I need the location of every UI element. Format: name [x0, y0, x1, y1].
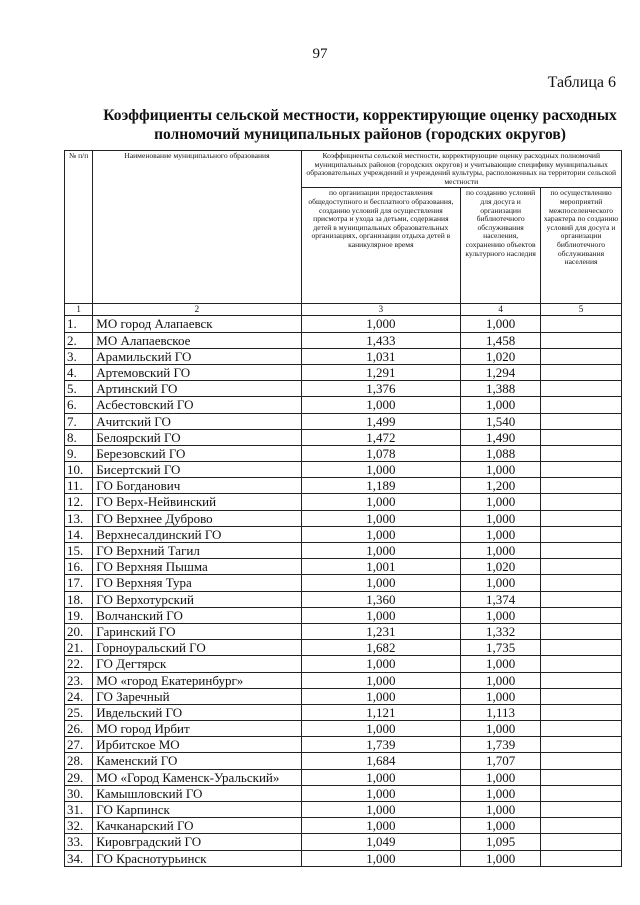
coefficient-education: 1,433 — [301, 332, 461, 348]
header-col3: по организации предоставления общедоступного и бесплатного образования, созданию условий для осуществления присмотра и ухода за детьми, содержания детей в муниципальных образовательных организациях, организации отдыха детей в каникулярное время — [301, 188, 461, 304]
header-col4: по созданию условий для досуга и организации библиотечного обслуживания населения, сохранению объектов культурного наследия — [461, 188, 541, 304]
coefficient-culture: 1,000 — [461, 510, 541, 526]
municipality-name: ГО Заречный — [93, 688, 301, 704]
coefficient-education: 1,291 — [301, 364, 461, 380]
municipality-name: ГО Карпинск — [93, 802, 301, 818]
coefficient-intermunicipal — [541, 575, 622, 591]
row-number: 2. — [65, 332, 93, 348]
coefficient-culture: 1,020 — [461, 559, 541, 575]
table-row — [65, 478, 622, 494]
table-row — [65, 543, 622, 559]
municipality-name: ГО Краснотурьинск — [93, 850, 301, 866]
row-number: 10. — [65, 462, 93, 478]
coefficient-culture: 1,540 — [461, 413, 541, 429]
table-row — [65, 413, 622, 429]
row-number: 25. — [65, 704, 93, 720]
header-group: Коэффициенты сельской местности, корректирующие оценку расходных полномочий муниципальных районов (городских округов) и учитывающие специфику муниципальных образовательных учреждений и учреждений культуры, расположенных на территории сельской местности — [301, 151, 621, 188]
municipality-name: ГО Верхняя Пышма — [93, 559, 301, 575]
table-row — [65, 381, 622, 397]
table-row — [65, 769, 622, 785]
coefficient-intermunicipal — [541, 769, 622, 785]
table-row — [65, 785, 622, 801]
coefficient-education: 1,000 — [301, 543, 461, 559]
coefficient-education: 1,078 — [301, 445, 461, 461]
header-col5: по осуществлению мероприятий межпоселенческого характера по созданию условий для досуга и организации библиотечного обслуживания населения — [541, 188, 622, 304]
municipality-name: Горноуральский ГО — [93, 640, 301, 656]
coefficient-intermunicipal — [541, 721, 622, 737]
coefficient-culture: 1,707 — [461, 753, 541, 769]
coefficient-culture: 1,000 — [461, 575, 541, 591]
column-number: 4 — [461, 304, 541, 316]
column-number: 2 — [93, 304, 301, 316]
municipality-name: Бисертский ГО — [93, 462, 301, 478]
row-number: 6. — [65, 397, 93, 413]
table-row — [65, 737, 622, 753]
coefficient-education: 1,031 — [301, 348, 461, 364]
coefficient-intermunicipal — [541, 623, 622, 639]
municipality-name: Верхнесалдинский ГО — [93, 526, 301, 542]
row-number: 29. — [65, 769, 93, 785]
table-row — [65, 607, 622, 623]
coefficient-culture: 1,490 — [461, 429, 541, 445]
coefficient-culture: 1,200 — [461, 478, 541, 494]
coefficient-education: 1,000 — [301, 688, 461, 704]
row-number: 1. — [65, 316, 93, 332]
coefficient-intermunicipal — [541, 656, 622, 672]
row-number: 19. — [65, 607, 93, 623]
municipality-name: ГО Богданович — [93, 478, 301, 494]
row-number: 27. — [65, 737, 93, 753]
column-number-row — [65, 304, 622, 316]
coefficients-table — [64, 150, 622, 867]
row-number: 17. — [65, 575, 93, 591]
coefficient-intermunicipal — [541, 429, 622, 445]
municipality-name: Арамильский ГО — [93, 348, 301, 364]
coefficient-education: 1,000 — [301, 462, 461, 478]
table-row — [65, 462, 622, 478]
coefficient-culture: 1,113 — [461, 704, 541, 720]
row-number: 21. — [65, 640, 93, 656]
table-row — [65, 559, 622, 575]
municipality-name: Ивдельский ГО — [93, 704, 301, 720]
coefficient-culture: 1,000 — [461, 672, 541, 688]
coefficient-culture: 1,332 — [461, 623, 541, 639]
municipality-name: МО «город Екатеринбург» — [93, 672, 301, 688]
municipality-name: Волчанский ГО — [93, 607, 301, 623]
municipality-name: Кировградский ГО — [93, 834, 301, 850]
municipality-name: ГО Верхнее Дуброво — [93, 510, 301, 526]
coefficient-intermunicipal — [541, 397, 622, 413]
coefficient-education: 1,472 — [301, 429, 461, 445]
coefficient-education: 1,000 — [301, 672, 461, 688]
coefficient-education: 1,000 — [301, 802, 461, 818]
coefficient-culture: 1,000 — [461, 397, 541, 413]
coefficient-culture: 1,000 — [461, 688, 541, 704]
coefficient-culture: 1,458 — [461, 332, 541, 348]
coefficient-culture: 1,000 — [461, 818, 541, 834]
coefficient-intermunicipal — [541, 364, 622, 380]
header-name: Наименование муниципального образования — [93, 151, 301, 304]
table-row — [65, 656, 622, 672]
row-number: 15. — [65, 543, 93, 559]
table-row — [65, 575, 622, 591]
coefficient-education: 1,000 — [301, 526, 461, 542]
municipality-name: Ачитский ГО — [93, 413, 301, 429]
coefficient-education: 1,049 — [301, 834, 461, 850]
coefficient-culture: 1,000 — [461, 316, 541, 332]
municipality-name: ГО Дегтярск — [93, 656, 301, 672]
table-row — [65, 445, 622, 461]
table-row — [65, 429, 622, 445]
municipality-name: Артинский ГО — [93, 381, 301, 397]
coefficient-intermunicipal — [541, 348, 622, 364]
coefficient-education: 1,000 — [301, 397, 461, 413]
table-row — [65, 672, 622, 688]
row-number: 7. — [65, 413, 93, 429]
coefficient-education: 1,376 — [301, 381, 461, 397]
coefficient-intermunicipal — [541, 688, 622, 704]
coefficient-intermunicipal — [541, 753, 622, 769]
row-number: 20. — [65, 623, 93, 639]
coefficient-culture: 1,000 — [461, 721, 541, 737]
coefficient-intermunicipal — [541, 704, 622, 720]
row-number: 3. — [65, 348, 93, 364]
table-row — [65, 316, 622, 332]
coefficient-intermunicipal — [541, 462, 622, 478]
coefficient-culture: 1,088 — [461, 445, 541, 461]
table-row — [65, 721, 622, 737]
municipality-name: МО город Алапаевск — [93, 316, 301, 332]
coefficient-culture: 1,000 — [461, 462, 541, 478]
row-number: 31. — [65, 802, 93, 818]
table-row — [65, 526, 622, 542]
coefficient-intermunicipal — [541, 818, 622, 834]
municipality-name: Каменский ГО — [93, 753, 301, 769]
table-row — [65, 818, 622, 834]
coefficient-intermunicipal — [541, 543, 622, 559]
coefficient-intermunicipal — [541, 737, 622, 753]
coefficient-intermunicipal — [541, 478, 622, 494]
coefficient-education: 1,000 — [301, 494, 461, 510]
municipality-name: Гаринский ГО — [93, 623, 301, 639]
coefficient-education: 1,684 — [301, 753, 461, 769]
coefficient-culture: 1,000 — [461, 656, 541, 672]
table-row — [65, 640, 622, 656]
coefficient-culture: 1,000 — [461, 607, 541, 623]
column-number: 5 — [541, 304, 622, 316]
coefficient-intermunicipal — [541, 381, 622, 397]
table-row — [65, 348, 622, 364]
coefficient-culture: 1,000 — [461, 785, 541, 801]
page-number: 97 — [312, 46, 328, 62]
coefficient-culture: 1,000 — [461, 802, 541, 818]
coefficient-intermunicipal — [541, 591, 622, 607]
municipality-name: ГО Верхняя Тура — [93, 575, 301, 591]
coefficient-education: 1,231 — [301, 623, 461, 639]
municipality-name: ГО Верхний Тагил — [93, 543, 301, 559]
coefficient-intermunicipal — [541, 445, 622, 461]
row-number: 34. — [65, 850, 93, 866]
table-row — [65, 834, 622, 850]
coefficient-education: 1,000 — [301, 656, 461, 672]
row-number: 4. — [65, 364, 93, 380]
table-row — [65, 397, 622, 413]
coefficient-intermunicipal — [541, 802, 622, 818]
coefficient-culture: 1,739 — [461, 737, 541, 753]
municipality-name: Артемовский ГО — [93, 364, 301, 380]
column-number: 1 — [65, 304, 93, 316]
row-number: 32. — [65, 818, 93, 834]
row-number: 8. — [65, 429, 93, 445]
municipality-name: Камышловский ГО — [93, 785, 301, 801]
coefficient-culture: 1,294 — [461, 364, 541, 380]
coefficient-intermunicipal — [541, 494, 622, 510]
coefficient-intermunicipal — [541, 640, 622, 656]
coefficient-education: 1,000 — [301, 769, 461, 785]
municipality-name: ГО Верх-Нейвинский — [93, 494, 301, 510]
coefficient-culture: 1,000 — [461, 769, 541, 785]
column-number: 3 — [301, 304, 461, 316]
row-number: 24. — [65, 688, 93, 704]
coefficient-culture: 1,020 — [461, 348, 541, 364]
coefficient-education: 1,000 — [301, 316, 461, 332]
coefficient-education: 1,000 — [301, 721, 461, 737]
row-number: 23. — [65, 672, 93, 688]
row-number: 22. — [65, 656, 93, 672]
table-row — [65, 704, 622, 720]
table-row — [65, 364, 622, 380]
coefficient-education: 1,000 — [301, 818, 461, 834]
coefficient-education: 1,499 — [301, 413, 461, 429]
coefficient-intermunicipal — [541, 785, 622, 801]
table-label: Таблица 6 — [547, 74, 616, 91]
coefficient-education: 1,360 — [301, 591, 461, 607]
coefficient-culture: 1,000 — [461, 494, 541, 510]
table-row — [65, 802, 622, 818]
table-row — [65, 332, 622, 348]
table-row — [65, 850, 622, 866]
coefficient-education: 1,739 — [301, 737, 461, 753]
row-number: 33. — [65, 834, 93, 850]
coefficient-education: 1,682 — [301, 640, 461, 656]
row-number: 28. — [65, 753, 93, 769]
row-number: 12. — [65, 494, 93, 510]
table-row — [65, 688, 622, 704]
municipality-name: Асбестовский ГО — [93, 397, 301, 413]
row-number: 9. — [65, 445, 93, 461]
coefficient-intermunicipal — [541, 413, 622, 429]
row-number: 26. — [65, 721, 93, 737]
coefficient-education: 1,000 — [301, 850, 461, 866]
table-title: Коэффициенты сельской местности, корректирующие оценку расходных полномочий муниципальных районов (городских округов) — [103, 107, 617, 143]
coefficient-culture: 1,735 — [461, 640, 541, 656]
row-number: 14. — [65, 526, 93, 542]
municipality-name: ГО Верхотурский — [93, 591, 301, 607]
coefficient-education: 1,189 — [301, 478, 461, 494]
coefficient-culture: 1,374 — [461, 591, 541, 607]
coefficient-culture: 1,000 — [461, 526, 541, 542]
row-number: 16. — [65, 559, 93, 575]
coefficient-intermunicipal — [541, 607, 622, 623]
coefficient-education: 1,000 — [301, 785, 461, 801]
coefficient-culture: 1,388 — [461, 381, 541, 397]
row-number: 18. — [65, 591, 93, 607]
coefficient-culture: 1,000 — [461, 850, 541, 866]
coefficient-intermunicipal — [541, 526, 622, 542]
municipality-name: Качканарский ГО — [93, 818, 301, 834]
coefficient-intermunicipal — [541, 510, 622, 526]
table-row — [65, 753, 622, 769]
coefficient-intermunicipal — [541, 559, 622, 575]
municipality-name: МО «Город Каменск-Уральский» — [93, 769, 301, 785]
coefficient-education: 1,000 — [301, 575, 461, 591]
coefficient-intermunicipal — [541, 834, 622, 850]
coefficient-education: 1,001 — [301, 559, 461, 575]
coefficient-culture: 1,000 — [461, 543, 541, 559]
header-num: № п/п — [65, 151, 93, 304]
municipality-name: МО Алапаевское — [93, 332, 301, 348]
table-row — [65, 623, 622, 639]
row-number: 5. — [65, 381, 93, 397]
row-number: 13. — [65, 510, 93, 526]
municipality-name: Ирбитское МО — [93, 737, 301, 753]
table-row — [65, 591, 622, 607]
table-row — [65, 494, 622, 510]
coefficient-education: 1,000 — [301, 607, 461, 623]
coefficient-intermunicipal — [541, 850, 622, 866]
coefficient-culture: 1,095 — [461, 834, 541, 850]
row-number: 30. — [65, 785, 93, 801]
coefficient-intermunicipal — [541, 332, 622, 348]
table-row — [65, 510, 622, 526]
coefficient-intermunicipal — [541, 316, 622, 332]
coefficient-education: 1,121 — [301, 704, 461, 720]
coefficient-intermunicipal — [541, 672, 622, 688]
coefficient-education: 1,000 — [301, 510, 461, 526]
municipality-name: Белоярский ГО — [93, 429, 301, 445]
row-number: 11. — [65, 478, 93, 494]
municipality-name: МО город Ирбит — [93, 721, 301, 737]
municipality-name: Березовский ГО — [93, 445, 301, 461]
table-body — [65, 316, 622, 866]
